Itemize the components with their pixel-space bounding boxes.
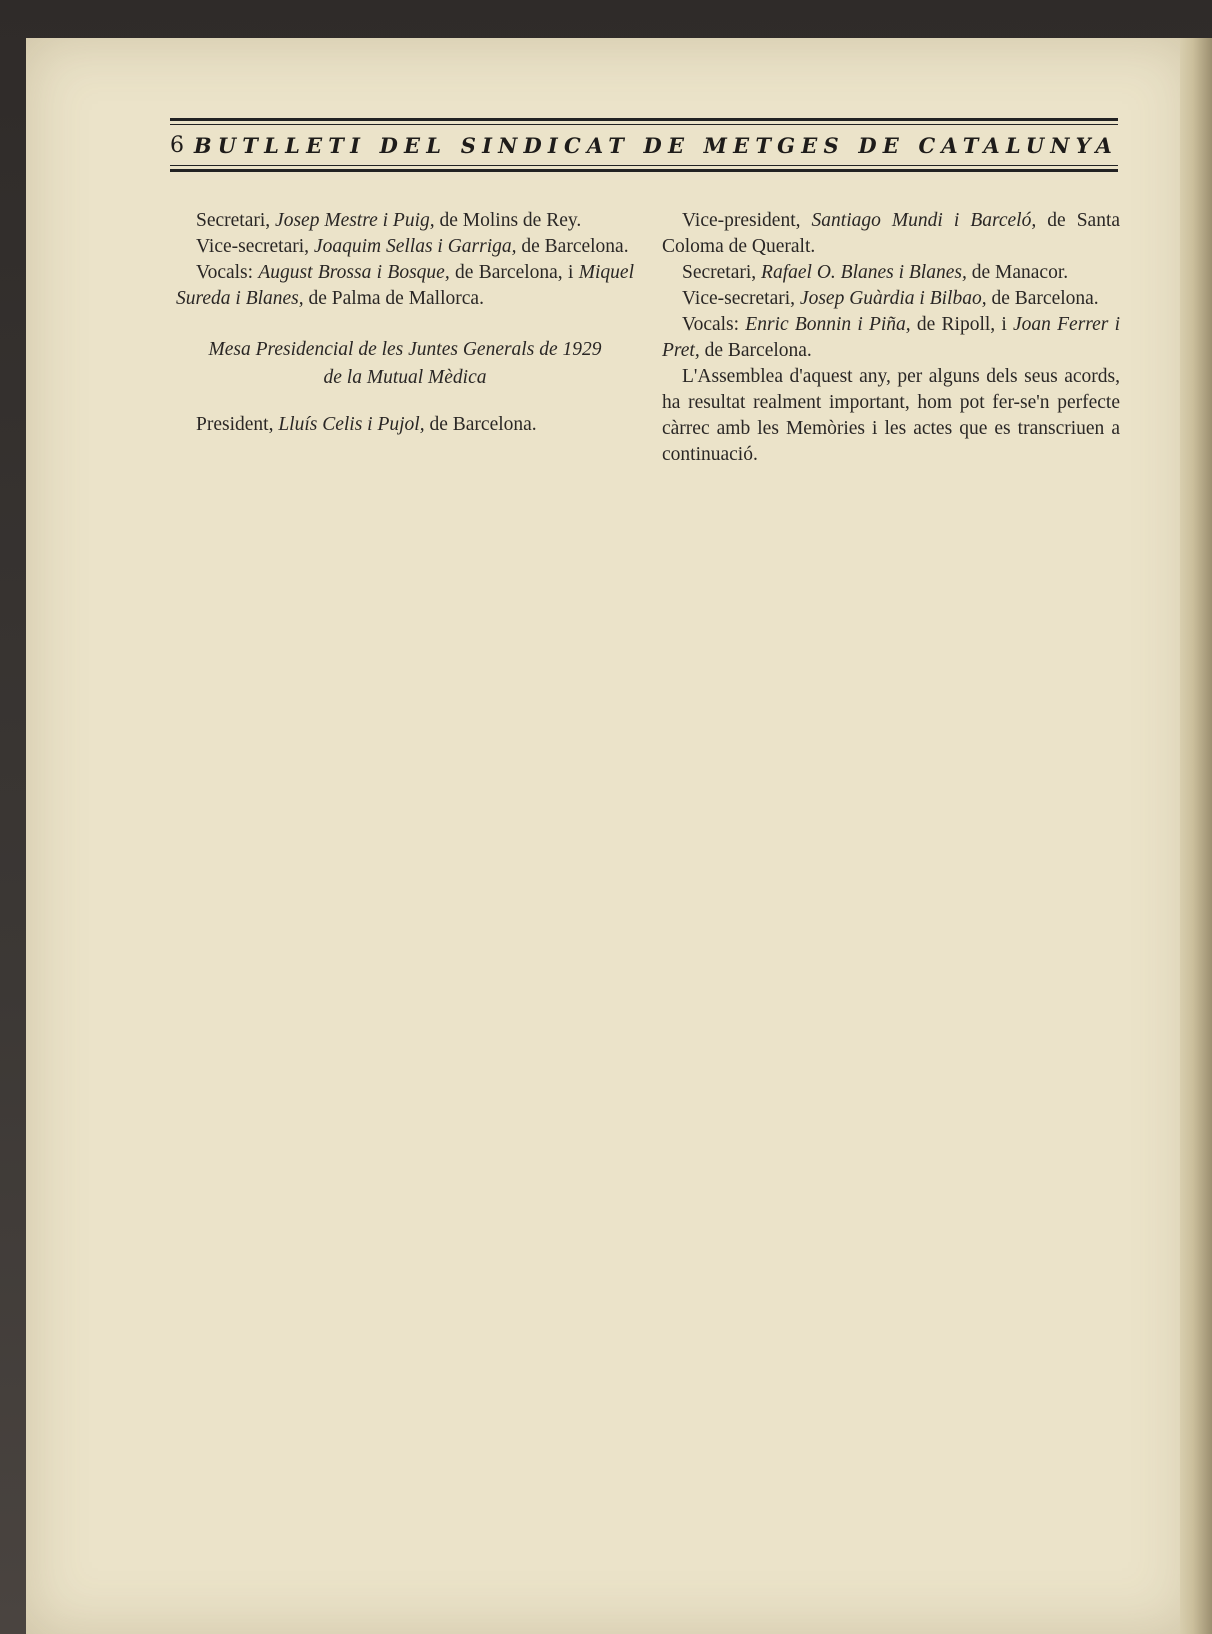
entry-name: Lluís Celis i Pujol,: [278, 414, 425, 435]
entry-place: de Manacor.: [971, 262, 1069, 283]
page-number: 6: [170, 132, 184, 158]
entry-place: de Molins de Rey.: [439, 210, 582, 231]
section-heading-line-2: de la Mutual Mèdica: [323, 367, 487, 388]
entry-secretari: [176, 208, 634, 234]
page-edge: [1180, 38, 1212, 1634]
closing-paragraph: L'Assemblea d'aquest any, per alguns dels seus acords, ha resultat realment important, hom pot fer-se'n perfecte càrrec amb les Memòries i les actes que es transcriuen a continuació.: [662, 366, 1120, 465]
entry-role: Vocals:: [682, 314, 740, 335]
entry-vice-secretari: [176, 234, 634, 260]
entry-secretari: [662, 260, 1120, 286]
entry-role: Secretari,: [196, 210, 271, 231]
entry-place-second: de Palma de Mallorca.: [308, 288, 484, 309]
entry-place: de Santa Coloma de Queralt.: [662, 210, 1121, 257]
header-row: [170, 128, 1118, 162]
left-column: [176, 208, 634, 438]
entry-role: Vice-president,: [682, 210, 801, 231]
entry-place: de Barcelona.: [429, 414, 537, 435]
running-title: BUTLLETI DEL SINDICAT DE METGES DE CATALUNYA: [193, 132, 1118, 158]
section-heading-line-1: Mesa Presidencial de les Juntes Generals de 1929: [208, 339, 602, 360]
entry-role: Vice-secretari,: [196, 236, 310, 257]
entry-place: de Barcelona.: [521, 236, 629, 257]
entry-name: August Brossa i Bosque,: [258, 262, 450, 283]
entry-place-second: de Barcelona.: [704, 340, 812, 361]
entry-role: Vice-secretari,: [682, 288, 796, 309]
header-rule-top: [170, 118, 1118, 121]
entry-name-second: Miquel Sureda i Blanes,: [176, 262, 634, 309]
entry-president: [176, 412, 634, 438]
entry-role: Vocals:: [196, 262, 254, 283]
entry-place: de Barcelona.: [991, 288, 1099, 309]
header-rule-bottom: [170, 165, 1118, 166]
entry-name: Santiago Mundi i Barceló,: [811, 210, 1037, 231]
entry-role: Secretari,: [682, 262, 757, 283]
section-heading: [176, 336, 634, 392]
entry-role: President,: [196, 414, 274, 435]
entry-name: Josep Mestre i Puig,: [275, 210, 435, 231]
right-column: [662, 208, 1120, 468]
entry-name: Joaquim Sellas i Garriga,: [313, 236, 517, 257]
entry-name: Rafael O. Blanes i Blanes,: [761, 262, 967, 283]
entry-place: de Barcelona, i: [455, 262, 574, 283]
entry-name: Enric Bonnin i Piña,: [745, 314, 911, 335]
entry-vice-secretari: [662, 286, 1120, 312]
entry-name-second: Joan Ferrer i Pret,: [662, 314, 1121, 361]
entry-vocals: [176, 260, 634, 312]
entry-place: de Ripoll, i: [916, 314, 1007, 335]
entry-name: Josep Guàrdia i Bilbao,: [799, 288, 987, 309]
entry-vocals: [662, 312, 1120, 364]
entry-vice-president: [662, 208, 1120, 260]
